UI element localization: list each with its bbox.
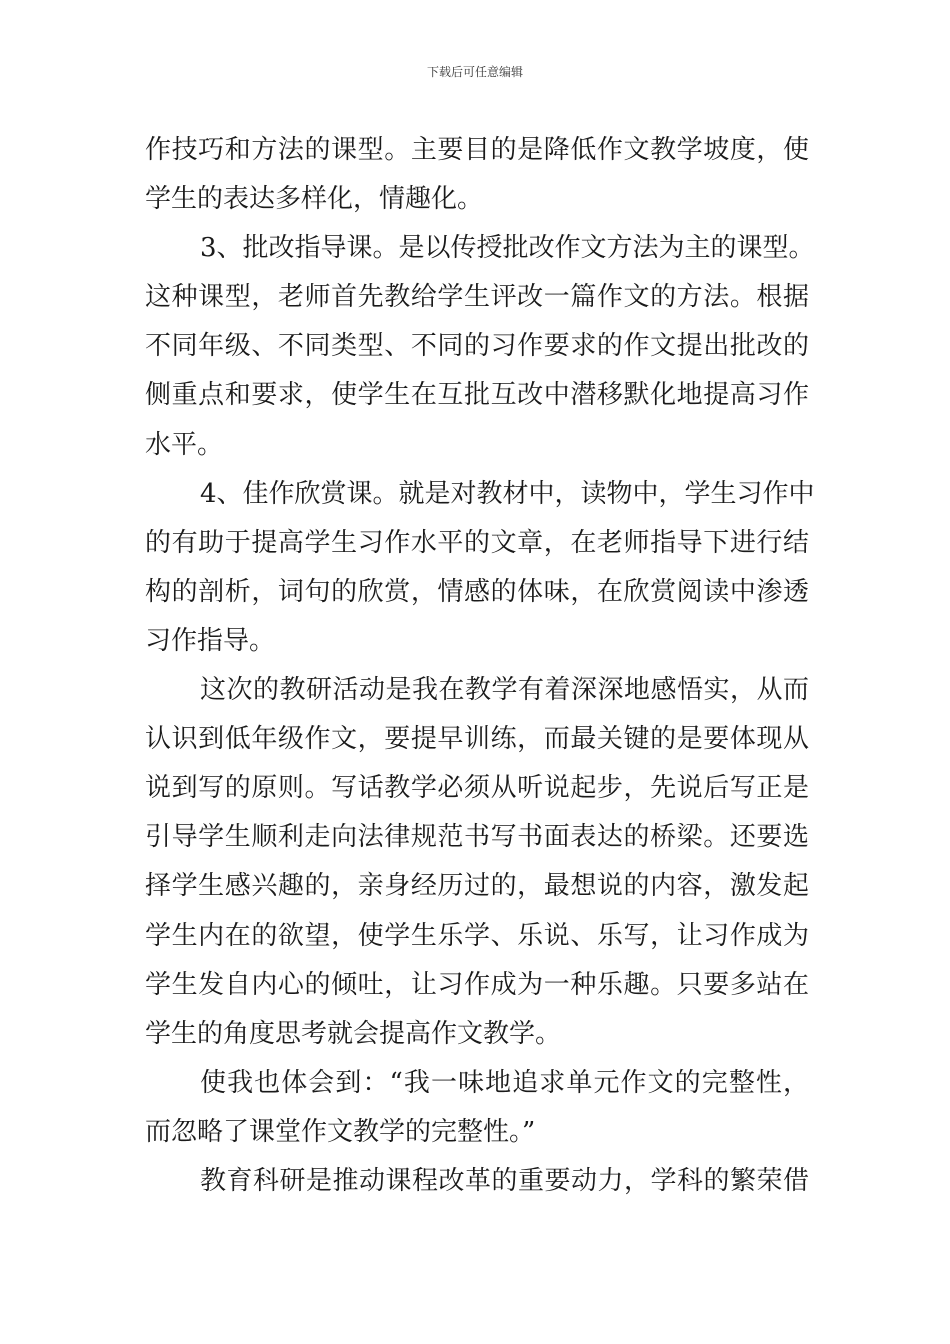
text-line: 认识到低年级作文，要提早训练，而最关键的是要体现从: [145, 724, 809, 755]
text-line: 引导学生顺利走向法律规范书写书面表达的桥梁。还要选: [145, 822, 809, 853]
text-line: 择学生感兴趣的，亲身经历过的，最想说的内容，激发起: [145, 871, 809, 902]
text-line: 不同年级、不同类型、不同的习作要求的作文提出批改的: [145, 331, 809, 362]
body-text: [145, 126, 815, 1206]
paragraph-start-line: 4、佳作欣赏课。就是对教材中，读物中，学生习作中: [200, 478, 815, 509]
text-line: 作技巧和方法的课型。主要目的是降低作文教学坡度，使: [145, 135, 809, 165]
text-line: 的有助于提高学生习作水平的文章，在老师指导下进行结: [145, 527, 809, 558]
paragraph-start-line: 教育科研是推动课程改革的重要动力，学科的繁荣借: [200, 1165, 809, 1196]
text-line: 学生内在的欲望，使学生乐学、乐说、乐写，让习作成为: [145, 920, 809, 951]
text-line: 构的剖析，词句的欣赏，情感的体味，在欣赏阅读中渗透: [145, 576, 809, 607]
text-line: 说到写的原则。写话教学必须从听说起步，先说后写正是: [145, 773, 809, 804]
paragraph-start-line: 3、批改指导课。是以传授批改作文方法为主的课型。: [200, 233, 815, 264]
paragraph-start-line: 使我也体会到：“我一味地追求单元作文的完整性，: [200, 1067, 809, 1098]
page-header: 下载后可任意编辑: [426, 65, 523, 79]
text-line: 这种课型，老师首先教给学生评改一篇作文的方法。根据: [145, 282, 809, 313]
text-line: 习作指导。: [145, 625, 276, 656]
text-line: 学生的角度思考就会提高作文教学。: [145, 1018, 562, 1049]
paragraph-start-line: 这次的教研活动是我在教学有着深深地感悟实，从而: [200, 675, 809, 706]
text-line: 水平。: [145, 429, 224, 460]
text-line: 而忽略了课堂作文教学的完整性。”: [145, 1116, 536, 1147]
text-line: 学生的表达多样化，情趣化。: [145, 184, 484, 215]
text-line: 学生发自内心的倾吐，让习作成为一种乐趣。只要多站在: [145, 969, 809, 1000]
text-line: 侧重点和要求，使学生在互批互改中潜移默化地提高习作: [145, 380, 809, 411]
